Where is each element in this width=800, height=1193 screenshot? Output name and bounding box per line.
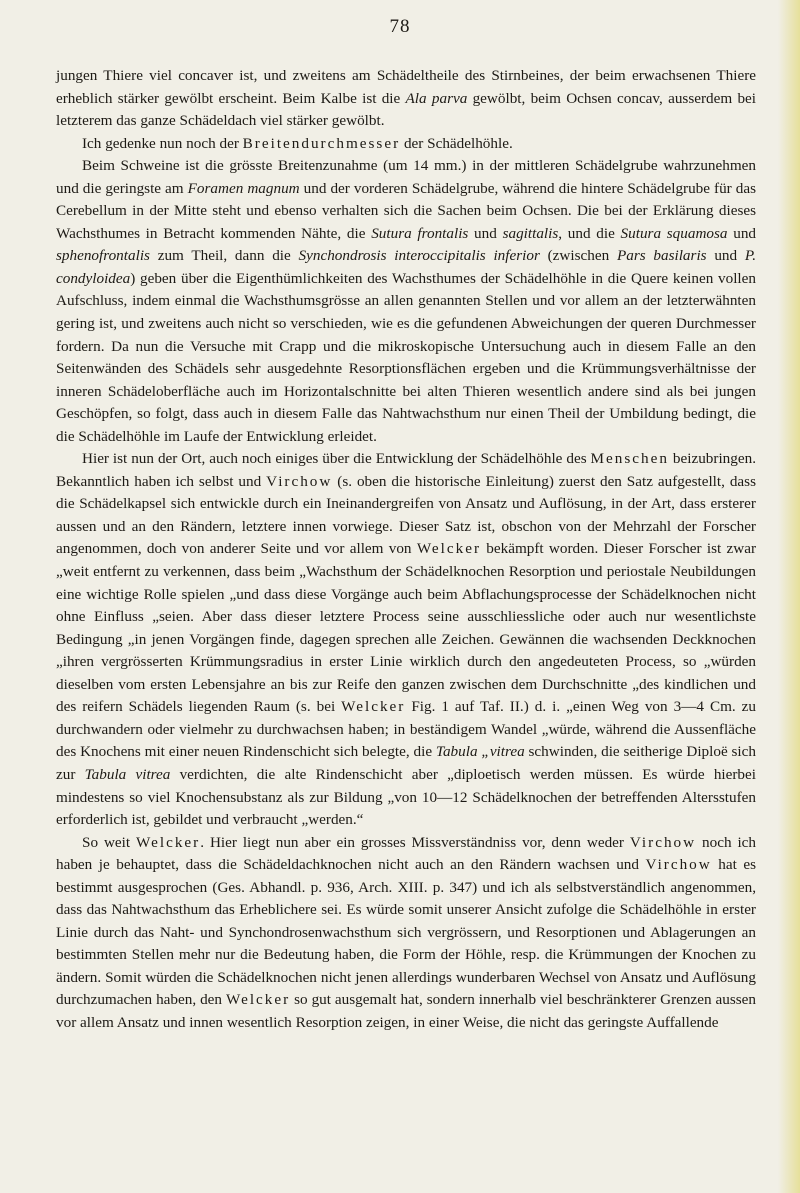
text-run: Beim Schweine ist die grösste Breitenzunahme (um 14 mm.) in der mittleren Schädelgrube wahrzunehmen und die geringste am: [56, 157, 756, 197]
paragraph: [56, 448, 756, 831]
text-run: hat es bestimmt ausgesprochen (Ges. Abhandl. p. 936, Arch. XIII. p. 347) und ich als selbstverständlich angenommen, dass das Nahtwachsthum das Erheblichere sei. Es würde somit unserer Ansicht zufolge die Schädelhöhle in erster Linie durch das Naht- und Synchondrosenwachsthum sich vergrössern, und Resorptionen und Ablagerungen an bestimmten Stellen mehr nur die Bedeutung haben, die Form der Höhle, resp. die Krümmungen der Knochen zu ändern. Somit würden die Schädelknochen nicht jenen allerdings wunderbaren Wechsel von Ansatz und Auflösung durchzumachen haben, den: [56, 856, 756, 1009]
italic-term: sagittalis: [502, 224, 559, 242]
spaced-name: Virchow: [629, 833, 697, 851]
text-run: ) geben über die Eigenthümlichkeiten des Wachsthumes der Schädelhöhle in die Quere keinen vollen Aufschluss, indem einmal die Wachsthumsgrösse an allen genannten Stellen und vor allem an der letzterwähnten gering ist, und zweitens auch nicht so verschieden, wie es die gefundenen Abweichungen der queren Durchmesser fordern. Da nun die Versuche mit Crapp und die mikroskopische Untersuchung auch in diesem Falle an den Seitenwänden des Schädels sehr ausgedehnte Resorptionsflächen ergeben und die Krümmungsverhältnisse der inneren Schädeloberfläche auch im Horizontalschnitte bei alten Thieren wesentlich andere sind als bei jungen Geschöpfen, so folgt, dass auch in diesem Falle das Nahtwachsthum nur einen Theil der Umbildung bedingt, die die Schädelhöhle im Laufe der Entwicklung erleidet.: [56, 269, 756, 445]
text-run: jungen Thiere viel concaver ist, und zweitens am Schädeltheile des Stirnbeines, der beim erwachsenen Thiere erheblich stärker gewölbt erscheint. Beim Kalbe ist die: [56, 67, 756, 107]
spaced-name: Welcker: [416, 540, 482, 558]
text-run: und der vorderen Schädelgrube, während die hintere Schädelgrube für das Cerebellum in der Mitte steht und ebenso verhalten sich die Sachen beim Ochsen. Die bei der Erklärung dieses Wachsthumes in Betracht kommenden Nähte, die: [56, 179, 757, 242]
italic-term: P. condyloidea: [56, 247, 756, 287]
italic-term: Ala parva: [405, 89, 468, 107]
text-run: beizubringen. Bekanntlich haben ich selbst und: [56, 450, 756, 490]
italic-term: Foramen magnum: [187, 179, 300, 197]
text-run: Ich gedenke nun noch der: [82, 134, 243, 152]
text-run: und: [468, 224, 503, 242]
page-edge-shadow: [778, 0, 800, 1193]
spaced-name: Breitendurchmesser: [242, 134, 401, 152]
text-run: noch ich haben je behauptet, dass die Schädeldachknochen nicht auch an den Rändern wachsen und: [56, 833, 757, 874]
text-run: und: [706, 247, 745, 265]
italic-term: Sutura squamosa: [620, 224, 728, 242]
paragraph: [56, 155, 756, 448]
body-text: [56, 65, 756, 1035]
spaced-name: Welcker: [136, 833, 201, 851]
paragraph: [56, 832, 756, 1035]
text-run: Fig. 1 auf Taf. II.) d. i. „einen Weg von 3—4 Cm. zu durchwandern oder vielmehr zu durchwachsen haben; in beständigem Wandel „würde, während die Aussenfläche des Knochens mit einer neuen Rindenschicht sich belegte, die: [56, 698, 756, 761]
spaced-name: Menschen: [590, 450, 669, 468]
italic-term: Tabula vitrea: [84, 765, 171, 783]
italic-term: Pars basilaris: [616, 247, 707, 265]
text-run: gewölbt, beim Ochsen concav, ausserdem bei letzterem das ganze Schädeldach viel stärker gewölbt.: [56, 89, 757, 130]
text-run: verdichten, die alte Rindenschicht aber „diploetisch werden müssen. Es würde hierbei mindestens so viel Knochensubstanz als zur Bildung „von 10—12 Schädelknochen der betreffenden Altersstufen erforderlich ist, gebildet und verbraucht „werden.“: [56, 765, 756, 829]
page-number: 78: [389, 16, 411, 37]
paragraph: [56, 133, 756, 156]
text-run: Hier ist nun der Ort, auch noch einiges über die Entwicklung der Schädelhöhle des: [82, 450, 591, 468]
spaced-name: Virchow: [645, 856, 712, 874]
italic-term: Tabula „vitrea: [435, 743, 525, 761]
spaced-name: Welcker: [225, 991, 291, 1009]
text-run: (s. oben die historische Einleitung) zuerst den Satz aufgestellt, dass die Schädelkapsel sich entwickle durch ein Ineinandergreifen von Ansatz und Auflösung, in der Art, dass ersterer aussen und an den Rändern, letztere innen vorwiege. Dieser Satz ist, obschon von der Mehrzahl der Forscher angenommen, doch von anderer Seite und vor allem von: [56, 472, 756, 558]
spaced-name: Virchow: [266, 472, 333, 490]
text-run: So weit: [82, 833, 137, 851]
text-run: . Hier liegt nun aber ein grosses Missverständniss vor, denn weder: [200, 833, 630, 851]
text-run: zum Theil, dann die: [149, 247, 299, 265]
text-run: und: [727, 224, 757, 242]
italic-term: Synchondrosis interoccipitalis inferior: [298, 247, 540, 265]
text-run: , und die: [558, 224, 621, 242]
text-run: schwinden, die seitherige Diploë sich zur: [56, 743, 756, 783]
text-run: (zwischen: [539, 247, 617, 265]
text-run: so gut ausgemalt hat, sondern innerhalb viel beschränkterer Grenzen aussen vor allem Ansatz und innen wesentlich Resorption zeigen, in einer Weise, die nicht das geringste Auffallende: [56, 991, 756, 1031]
spaced-name: Welcker: [341, 698, 406, 716]
text-run: bekämpft worden. Dieser Forscher ist zwar „weit entfernt zu verkennen, dass beim „Wachsthum der Schädelknochen Resorption und periostale Neubildungen eine wichtige Rolle spielen „und dass diese Vorgänge auch beim Abflachungsprocesse der Schädelknochen nicht ohne Einfluss „seien. Aber dass dieser letztere Process seine ausschliessliche oder auch nur wesentlichste Bedingung „in jenen Vorgängen finde, dagegen sprechen alle Zeichen. Gewännen die wachsenden Deckknochen „ihren vergrösserten Krümmungsradius in erster Linie wirklich durch den angedeuteten Process, so „würden dieselben vom ersten Lebensjahre an bis zur Reife den ganzen zwischen dem Durchschnitte „des kindlichen und des reifern Schädels liegenden Raum (s. bei: [56, 540, 756, 716]
paragraph: [56, 65, 756, 133]
italic-term: Sutura frontalis: [371, 224, 469, 242]
italic-term: sphenofrontalis: [56, 247, 150, 265]
text-run: der Schädelhöhle.: [400, 134, 513, 152]
